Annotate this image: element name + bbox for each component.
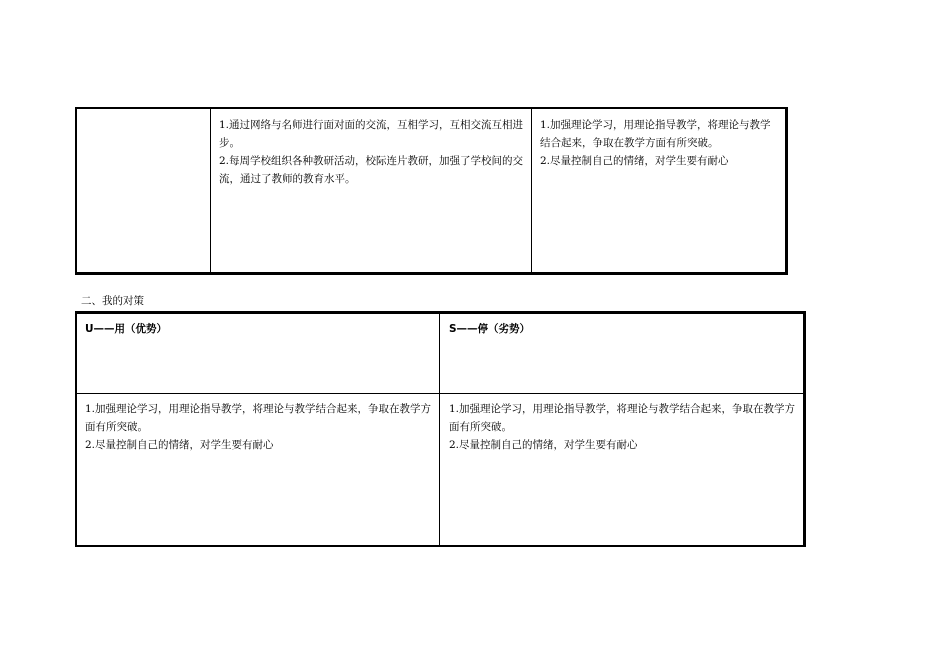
strategy-header-right-cell	[440, 314, 803, 394]
strategy-body-right: 1.加强理论学习，用理论指导教学，将理论与教学结合起来，争取在教学方面有所突破。 2.尽量控制自己的情绪，对学生要有耐心	[449, 403, 796, 451]
top-table-col3-text: 1.加强理论学习，用理论指导教学，将理论与教学结合起来，争取在教学方面有所突破。 2.尽量控制自己的情绪，对学生要有耐心	[540, 119, 771, 167]
top-table-col2-text: 1.通过网络与名师进行面对面的交流，互相学习，互相交流互相进步。 2.每周学校组织各种教研活动，校际连片教研，加强了学校间的交流，通过了教师的教育水平。	[219, 119, 524, 185]
top-table-cell-right	[532, 109, 785, 272]
strategy-table	[75, 311, 806, 547]
strategy-header-left: U——用（优势）	[85, 323, 168, 335]
strategy-header-left-cell	[77, 314, 440, 394]
strategy-body-right-cell	[440, 394, 803, 545]
strategy-header-right: S——停（劣势）	[449, 323, 531, 335]
strategy-body-left-cell	[77, 394, 440, 545]
top-table-cell-middle	[211, 109, 532, 272]
top-table	[75, 107, 788, 275]
section-heading: 二、我的对策	[81, 295, 144, 307]
strategy-body-left: 1.加强理论学习，用理论指导教学，将理论与教学结合起来，争取在教学方面有所突破。 2.尽量控制自己的情绪，对学生要有耐心	[85, 403, 432, 451]
top-table-cell-empty	[77, 109, 211, 272]
